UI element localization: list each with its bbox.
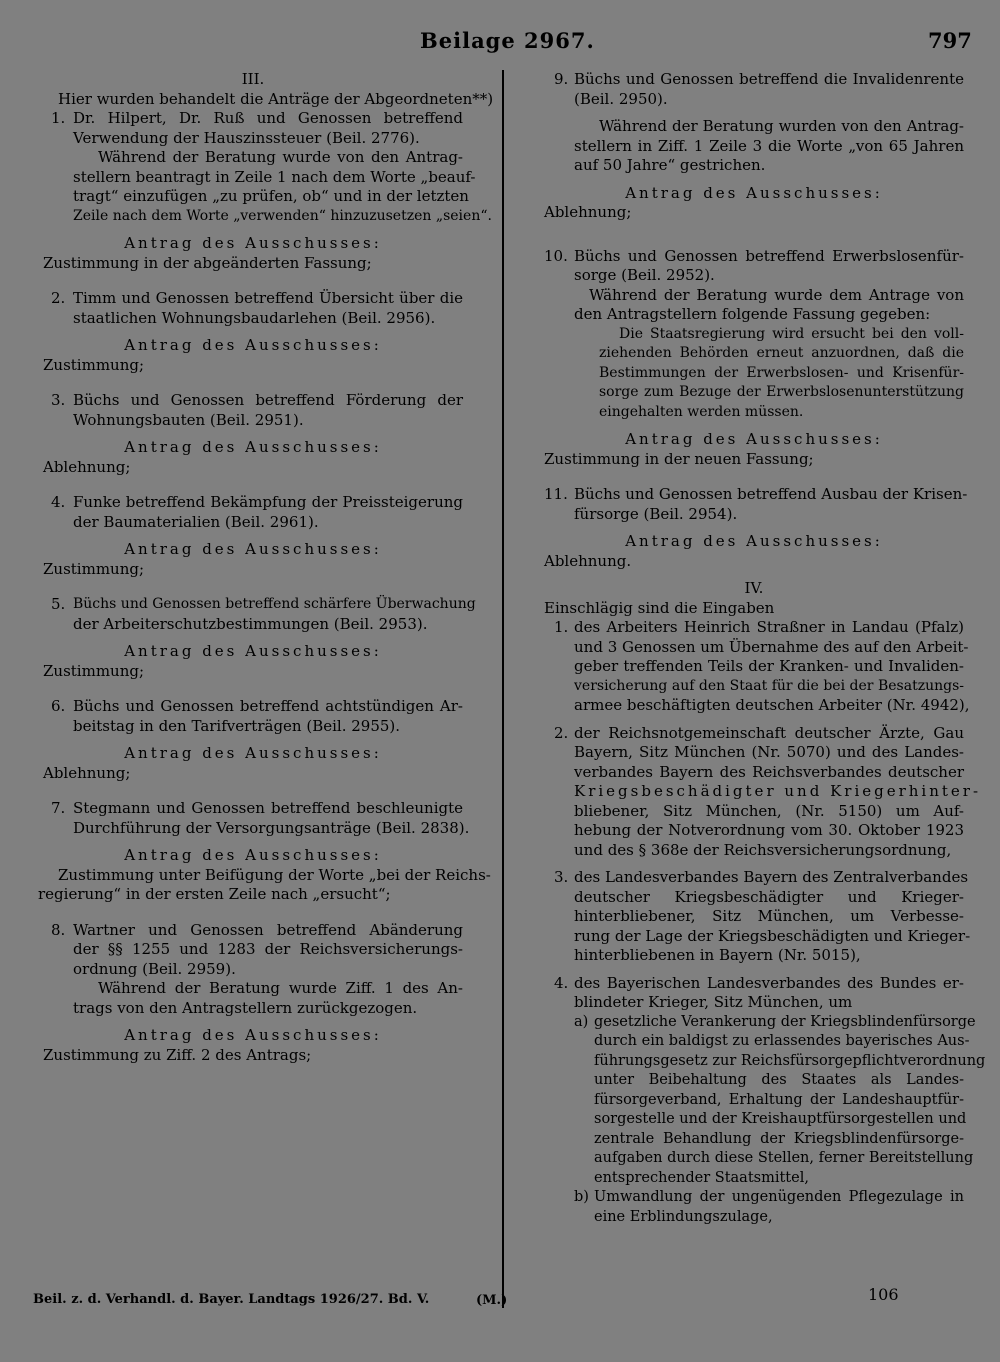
item-text-line: des Arbeiters Heinrich Straßner in Landau (Pfalz)	[574, 618, 964, 636]
quote-line: ziehenden Behörden erneut anzuordnen, daß die	[599, 345, 964, 361]
item-number: 2.	[554, 723, 569, 742]
note-line: Während der Beratung wurde Ziff. 1 des An-	[98, 979, 463, 997]
committee-motion-label: Antrag des Ausschusses:	[625, 183, 883, 202]
item-number: 8.	[51, 920, 66, 939]
item-number: 4.	[554, 973, 569, 992]
subitem-text-line: führungsgesetz zur Reichsfürsorgepflichtverordnung	[594, 1052, 986, 1069]
committee-motion-label: Antrag des Ausschusses:	[625, 430, 883, 448]
item-text-line: Kriegsbeschädigter und Kriegerhinter-	[574, 782, 982, 800]
item-text-line: sorge (Beil. 2952).	[574, 266, 715, 284]
section-intro: Einschlägig sind die Eingaben	[544, 598, 775, 617]
item-text-line: Büchs und Genossen betreffend die Invalidenrente	[574, 70, 964, 88]
petition-item-3	[544, 868, 971, 966]
quoted-resolution	[544, 325, 964, 423]
item-text-line: Verwendung der Hauszinssteuer (Beil. 2776).	[73, 128, 420, 147]
subitem-text-line: aufgaben durch diese Stellen, ferner Bereitstellung	[594, 1150, 974, 1166]
committee-result: Ablehnung;	[544, 203, 632, 221]
item-text-line: Durchführung der Versorgungsanträge (Beil. 2838).	[73, 818, 470, 837]
committee-motion-label: Antrag des Ausschusses:	[124, 336, 382, 354]
item-text-line: des Landesverbandes Bayern des Zentralverbandes	[574, 868, 969, 886]
subitem-text-line: sorgestelle und der Kreishauptfürsorgestellen und	[594, 1111, 967, 1127]
item-text-line: bliebener, Sitz München, (Nr. 5150) um Auf-	[574, 801, 964, 820]
item-number: 3.	[554, 868, 569, 886]
petition-item-1	[544, 618, 970, 716]
item-number: 6.	[51, 697, 66, 715]
item-text-line: staatlichen Wohnungsbaudarlehen (Beil. 2956).	[73, 308, 436, 327]
note-line: auf 50 Jahre“ gestrichen.	[574, 156, 766, 174]
left-column	[38, 70, 494, 1065]
subitem-text-line: eine Erblindungszulage,	[594, 1208, 773, 1225]
quote-line: sorge zum Bezuge der Erwerbslosenunterstützung	[599, 384, 964, 400]
motion-item-1	[43, 109, 463, 148]
item-text-line: des Bayerischen Landesverbandes des Bundes er-	[574, 973, 964, 992]
item-text-line: der §§ 1255 und 1283 der Reichsversicherungs-	[73, 940, 463, 958]
item-text-line: Bayern, Sitz München (Nr. 5070) und des Landes-	[574, 743, 964, 761]
committee-motion-label: Antrag des Ausschusses:	[124, 540, 382, 558]
item-number: 9.	[554, 70, 569, 88]
committee-motion-label: Antrag des Ausschusses:	[124, 234, 382, 252]
committee-result: Zustimmung;	[43, 559, 145, 578]
item-text-line: armee beschäftigten deutschen Arbeiter (Nr. 4942),	[574, 696, 970, 714]
subitem-text-line: fürsorgeverband, Erhaltung der Landeshauptfür-	[594, 1091, 964, 1108]
section-heading-iii: III.	[241, 70, 265, 88]
committee-result: Zustimmung;	[43, 661, 145, 680]
subitem-text-line: zentrale Behandlung der Kriegsblindenfürsorge-	[594, 1130, 964, 1147]
item-text-line: und 3 Genossen um Übernahme des auf den Arbeit-	[574, 637, 969, 656]
committee-motion-label: Antrag des Ausschusses:	[124, 1026, 382, 1044]
committee-result: Ablehnung.	[544, 551, 632, 570]
note-line: stellern beantragt in Zeile 1 nach dem Worte „beauf-	[73, 167, 476, 186]
item-text-line: der Arbeiterschutzbestimmungen (Beil. 2953).	[73, 614, 428, 633]
item-text-line: Timm und Genossen betreffend Übersicht über die	[73, 289, 463, 307]
motion-item-5	[43, 595, 476, 634]
quote-line: Bestimmungen der Erwerbslosen- und Krisenfür-	[599, 364, 964, 381]
item-text-line: blindeter Krieger, Sitz München, um	[574, 993, 853, 1011]
committee-result: Zustimmung zu Ziff. 2 des Antrags;	[43, 1045, 312, 1064]
item-text-line: Dr. Hilpert, Dr. Ruß und Genossen betreffend	[73, 109, 463, 127]
item-number: 3.	[51, 391, 66, 409]
item-text-line: verbandes Bayern des Reichsverbandes deutscher	[574, 762, 964, 781]
motion-item-11	[544, 485, 968, 524]
item-number: 1.	[554, 618, 569, 636]
section-intro: Hier wurden behandelt die Anträge der Abgeordneten**)	[58, 89, 494, 108]
motion-item-7	[43, 799, 470, 838]
item-number: 11.	[544, 485, 568, 503]
motion-item-6	[43, 697, 463, 736]
item-number: 2.	[51, 289, 66, 307]
item-number: 7.	[51, 799, 66, 817]
item-text-line: Büchs und Genossen betreffend Erwerbslosenfür-	[574, 246, 964, 265]
committee-result: Zustimmung in der neuen Fassung;	[544, 449, 814, 468]
subitem-text-line: gesetzliche Verankerung der Kriegsblindenfürsorge	[594, 1013, 976, 1030]
petition-subitem-b	[544, 1188, 964, 1227]
item-text-line: der Baumaterialien (Beil. 2961).	[73, 512, 319, 531]
note-line: Zeile nach dem Worte „verwenden“ hinzuzusetzen „seien“.	[73, 207, 492, 224]
item-text-line: rung der Lage der Kriegsbeschädigten und Krieger-	[574, 926, 971, 945]
motion-item-2	[43, 289, 463, 328]
column-divider	[502, 70, 504, 1308]
item-text-line: hinterbliebenen in Bayern (Nr. 5015),	[574, 946, 861, 964]
item-text-line: Stegmann und Genossen betreffend beschleunigte	[73, 799, 463, 817]
committee-motion-label: Antrag des Ausschusses:	[124, 438, 382, 456]
subitem-label: b)	[574, 1189, 589, 1205]
item-text-line: Funke betreffend Bekämpfung der Preissteigerung	[73, 493, 463, 511]
motion-item-10	[544, 247, 964, 286]
item-number: 10.	[544, 246, 568, 265]
item-text-line: Büchs und Genossen betreffend Förderung der	[73, 391, 463, 409]
footer-source-reference: Beil. z. d. Verhandl. d. Bayer. Landtags 1926/27. Bd. V.	[33, 1292, 430, 1307]
item-text-line: ordnung (Beil. 2959).	[73, 959, 236, 978]
quote-line: eingehalten werden müssen.	[599, 403, 804, 420]
note-line: stellern in Ziff. 1 Zeile 3 die Worte „von 65 Jahren	[574, 136, 964, 155]
subitem-label: a)	[574, 1013, 589, 1030]
item-text-line: Wohnungsbauten (Beil. 2951).	[73, 410, 304, 429]
right-column	[544, 70, 986, 1227]
item-text-line: Büchs und Genossen betreffend achtstündigen Ar-	[73, 697, 463, 715]
motion-item-3	[43, 391, 463, 430]
item-text-line: geber treffenden Teils der Kranken- und Invaliden-	[574, 657, 964, 675]
committee-result: Ablehnung;	[43, 457, 131, 476]
item-text-line: der Reichsnotgemeinschaft deutscher Ärzte, Gau	[574, 723, 964, 742]
petition-item-2	[544, 723, 982, 861]
item-number: 5.	[51, 595, 66, 613]
item-number: 1.	[51, 109, 66, 127]
petition-item-4	[544, 974, 964, 1013]
committee-result: regierung“ in der ersten Zeile nach „ersucht“;	[38, 885, 391, 903]
item-text-line: hinterbliebener, Sitz München, um Verbesse-	[574, 907, 964, 925]
note-line: Während der Beratung wurden von den Antrag-	[599, 117, 964, 135]
item-text-line: beitstag in den Tarifverträgen (Beil. 2955).	[73, 716, 401, 735]
committee-motion-label: Antrag des Ausschusses:	[124, 642, 382, 660]
committee-result: Zustimmung;	[43, 355, 145, 374]
item-text-line: hebung der Notverordnung vom 30. Oktober 1923	[574, 821, 964, 839]
section-heading-iv: IV.	[744, 579, 764, 597]
note-line: trags von den Antragstellern zurückgezogen.	[73, 998, 418, 1017]
subitem-text-line: unter Beibehaltung des Staates als Landes-	[594, 1072, 964, 1088]
subitem-text-line: durch ein baldigst zu erlassendes bayerisches Aus-	[594, 1033, 970, 1049]
committee-motion-label: Antrag des Ausschusses:	[124, 744, 382, 762]
motion-item-4	[43, 493, 463, 532]
page-number: 797	[928, 28, 972, 53]
item-text-line: fürsorge (Beil. 2954).	[574, 504, 738, 523]
note-line: den Antragstellern folgende Fassung gegeben:	[574, 305, 931, 323]
committee-result: Zustimmung unter Beifügung der Worte „bei der Reichs-	[58, 865, 491, 884]
footer-printer-mark: (M.)	[476, 1293, 508, 1308]
quote-line: Die Staatsregierung wird ersucht bei den voll-	[619, 325, 964, 342]
item-text-line: Büchs und Genossen betreffend Ausbau der Krisen-	[574, 485, 968, 503]
committee-result: Zustimmung in der abgeänderten Fassung;	[43, 253, 372, 272]
footer-sheet-number: 106	[868, 1285, 899, 1304]
motion-item-9	[544, 70, 964, 109]
item-text-line: Wartner und Genossen betreffend Abänderung	[73, 920, 463, 939]
item-number: 4.	[51, 493, 66, 511]
item-text-line: und des § 368e der Reichsversicherungsordnung,	[574, 840, 952, 859]
note-line: Während der Beratung wurde dem Antrage von	[589, 285, 964, 304]
running-header-title: Beilage 2967.	[420, 28, 595, 53]
item-text-line: deutscher Kriegsbeschädigter und Krieger-	[574, 887, 964, 906]
subitem-text-line: entsprechender Staatsmittel,	[594, 1169, 809, 1186]
committee-result: Ablehnung;	[43, 763, 131, 782]
committee-motion-label: Antrag des Ausschusses:	[625, 532, 883, 550]
subitem-text-line: Umwandlung der ungenügenden Pflegezulage in	[594, 1189, 964, 1205]
note-line: tragt“ einzufügen „zu prüfen, ob“ und in der letzten	[73, 187, 469, 205]
motion-item-8	[43, 921, 463, 980]
committee-motion-label: Antrag des Ausschusses:	[124, 846, 382, 864]
note-line: Während der Beratung wurde von den Antrag-	[98, 148, 463, 166]
item-text-line: versicherung auf den Staat für die bei der Besatzungs-	[574, 677, 964, 694]
petition-subitem-a	[544, 1013, 986, 1189]
item-text-line: Büchs und Genossen betreffend schärfere Überwachung	[73, 596, 476, 612]
item-text-line: (Beil. 2950).	[574, 89, 668, 108]
